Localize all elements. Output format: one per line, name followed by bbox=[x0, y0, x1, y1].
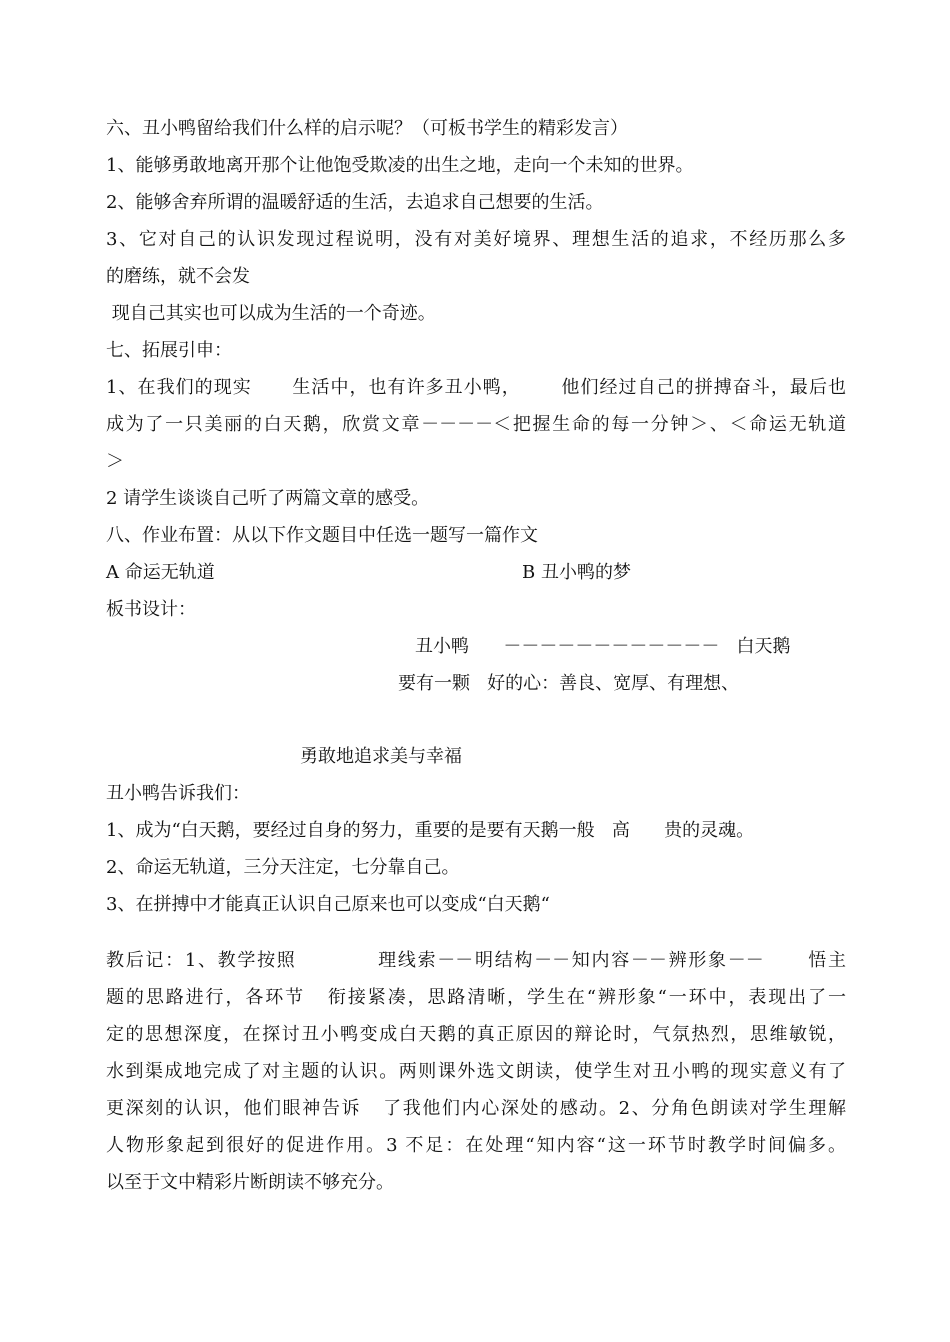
board-design-line: 勇敢地追求美与幸福 bbox=[300, 746, 462, 767]
essay-option-a: A 命运无轨道 bbox=[106, 562, 215, 583]
postscript-line: 以至于文中精彩片断朗读不够充分。 bbox=[106, 1172, 394, 1193]
postscript-line: 定的思想深度，在探讨丑小鸭变成白天鹅的真正原因的辩论时，气氛热烈，思维敏锐， bbox=[106, 1024, 846, 1045]
text-line: 2、能够舍弃所谓的温暖舒适的生活，去追求自己想要的生活。 bbox=[106, 192, 604, 213]
postscript-line: 更深刻的认识，他们眼神告诉 了我他们内心深处的感动。2、分角色朗读对学生理解 bbox=[106, 1098, 846, 1119]
text-line: 3、它对自己的认识发现过程说明，没有对美好境界、理想生活的追求，不经历那么多 bbox=[106, 229, 846, 250]
text-line: 1、在我们的现实 生活中，也有许多丑小鸭， 他们经过自己的拼搏奋斗，最后也 bbox=[106, 377, 846, 398]
text-line: 成为了一只美丽的白天鹅，欣赏文章－－－－＜把握生命的每一分钟＞、＜命运无轨道 bbox=[106, 414, 846, 435]
essay-option-b: B 丑小鸭的梦 bbox=[522, 562, 631, 583]
postscript-line: 人物形象起到很好的促进作用。3 不足：在处理“知内容“这一环节时教学时间偏多。 bbox=[106, 1135, 846, 1156]
text-line: ＞ bbox=[106, 451, 124, 472]
text-line: 1、成为“白天鹅，要经过自身的努力，重要的是要有天鹅一般 高 贵的灵魂。 bbox=[106, 820, 755, 841]
postscript-line: 题的思路进行，各环节 衔接紧凑，思路清晰，学生在“辨形象“一环中，表现出了一 bbox=[106, 987, 846, 1008]
section-7-heading: 七、拓展引申： bbox=[106, 340, 232, 361]
postscript-line: 教后记：1、教学按照 理线索－－明结构－－知内容－－辨形象－－ 悟主 bbox=[106, 950, 846, 971]
section-8-heading: 八、作业布置：从以下作文题目中任选一题写一篇作文 bbox=[106, 525, 538, 546]
board-design-heading: 板书设计： bbox=[106, 599, 196, 620]
text-line: 1、能够勇敢地离开那个让他饱受欺凌的出生之地，走向一个未知的世界。 bbox=[106, 155, 694, 176]
text-line: 的磨练，就不会发 bbox=[106, 266, 250, 287]
text-line: 丑小鸭告诉我们： bbox=[106, 783, 250, 804]
text-line: 现自己其实也可以成为生活的一个奇迹。 bbox=[106, 303, 436, 324]
text-line: 2、命运无轨道，三分天注定，七分靠自己。 bbox=[106, 857, 460, 878]
board-design-line: 要有一颗 好的心：善良、宽厚、有理想、 bbox=[398, 673, 740, 694]
text-line: 2 请学生谈谈自己听了两篇文章的感受。 bbox=[106, 488, 430, 509]
section-6-heading: 六、丑小鸭留给我们什么样的启示呢？（可板书学生的精彩发言） bbox=[106, 118, 628, 139]
text-line: 3、在拼搏中才能真正认识自己原来也可以变成“白天鹅“ bbox=[106, 894, 550, 915]
board-design-line: 丑小鸭 －－－－－－－－－－－－ 白天鹅 bbox=[415, 636, 791, 657]
postscript-line: 水到渠成地完成了对主题的认识。两则课外选文朗读，使学生对丑小鸭的现实意义有了 bbox=[106, 1061, 846, 1082]
